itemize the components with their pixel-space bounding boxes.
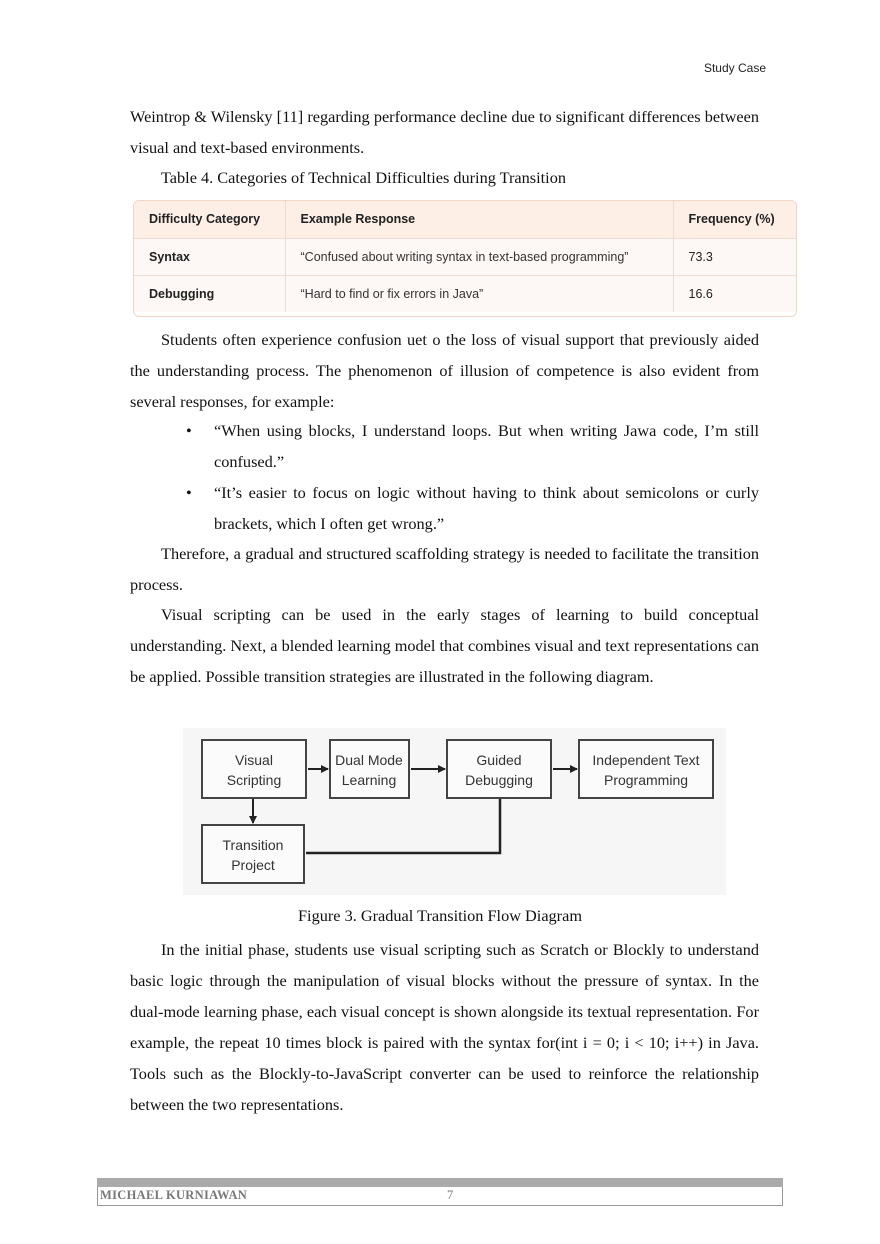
cell-example: “Hard to find or fix errors in Java” <box>285 275 673 312</box>
bullet-symbol: • <box>186 421 192 440</box>
node-transition-project-box <box>202 825 304 883</box>
node-dual-mode-box <box>330 740 409 798</box>
flow-diagram-svg <box>183 728 726 895</box>
node-independent-text-box <box>579 740 713 798</box>
node-visual-scripting-line1: Visual <box>235 752 273 768</box>
node-visual-scripting-line2: Scripting <box>226 772 282 788</box>
list-item <box>130 415 759 477</box>
node-guided-debugging-line1: Guided <box>476 752 522 768</box>
quote-list <box>130 415 759 539</box>
table-row <box>134 275 796 312</box>
quote-text: “It’s easier to focus on logic without having to think about semicolons or curly brackets, which I often get wrong.” <box>214 483 759 533</box>
header-example-response: Example Response <box>285 201 673 238</box>
paragraph-1: Weintrop & Wilensky [11] regarding performance decline due to significant differences between visual and text-based environments. <box>130 107 759 157</box>
cell-frequency: 16.6 <box>688 286 713 301</box>
footer-bar <box>97 1178 783 1187</box>
difficulty-table <box>133 200 797 317</box>
connector-debug-to-transition <box>306 799 500 853</box>
cell-example: “Confused about writing syntax in text-based programming” <box>285 238 673 275</box>
header-frequency: Frequency (%) <box>673 201 796 238</box>
node-transition-project-line1: Transition <box>222 837 284 853</box>
flow-diagram <box>183 728 726 895</box>
node-visual-scripting-box <box>202 740 306 798</box>
list-item <box>130 477 759 539</box>
node-guided-debugging-line2: Debugging <box>465 772 533 788</box>
cell-frequency: 73.3 <box>673 238 796 275</box>
node-transition-project-line2: Project <box>231 857 275 873</box>
node-independent-text-line1: Independent Text <box>592 752 700 768</box>
page-number: 7 <box>447 1188 454 1202</box>
paragraph-4: Visual scripting can be used in the early stages of learning to build conceptual understanding. Next, a blended learning model that combines visual and text representations can be applied. Possible transition strategies are illustrated in the following diagram. <box>130 605 759 686</box>
header-difficulty-category: Difficulty Category <box>134 201 285 238</box>
footer-author: MICHAEL KURNIAWAN <box>100 1188 248 1202</box>
node-independent-text-line2: Programming <box>603 772 689 788</box>
cell-category: Debugging <box>134 275 285 312</box>
cell-category: Syntax <box>134 238 285 275</box>
node-dual-mode-line1: Dual Mode <box>335 752 403 768</box>
node-guided-debugging-box <box>447 740 551 798</box>
paragraph-2: Students often experience confusion uet o the loss of visual support that previously aided the understanding process. The phenomenon of illusion of competence is also evident from several responses, for example: <box>130 330 759 411</box>
figure-caption: Figure 3. Gradual Transition Flow Diagram <box>298 906 582 925</box>
paragraph-3: Therefore, a gradual and structured scaffolding strategy is needed to facilitate the transition process. <box>130 544 759 594</box>
table-caption: Table 4. Categories of Technical Difficulties during Transition <box>161 168 566 187</box>
running-header: Study Case <box>703 61 766 75</box>
quote-text: “When using blocks, I understand loops. But when writing Jawa code, I’m still confused.” <box>214 421 759 471</box>
paragraph-5: In the initial phase, students use visual scripting such as Scratch or Blockly to understand basic logic through the manipulation of visual blocks without the pressure of syntax. In the dual-mode learning phase, each visual concept is shown alongside its textual representation. For example, the repeat 10 times block is paired with the syntax for(int i = 0; i < 10; i++) in Java. Tools such as the Blockly-to-JavaScript converter can be used to reinforce the relationship between the two representations. <box>130 940 759 1114</box>
table-header-row <box>134 201 796 238</box>
table-row <box>134 238 796 275</box>
bullet-symbol: • <box>186 483 192 502</box>
node-dual-mode-line2: Learning <box>341 772 397 788</box>
